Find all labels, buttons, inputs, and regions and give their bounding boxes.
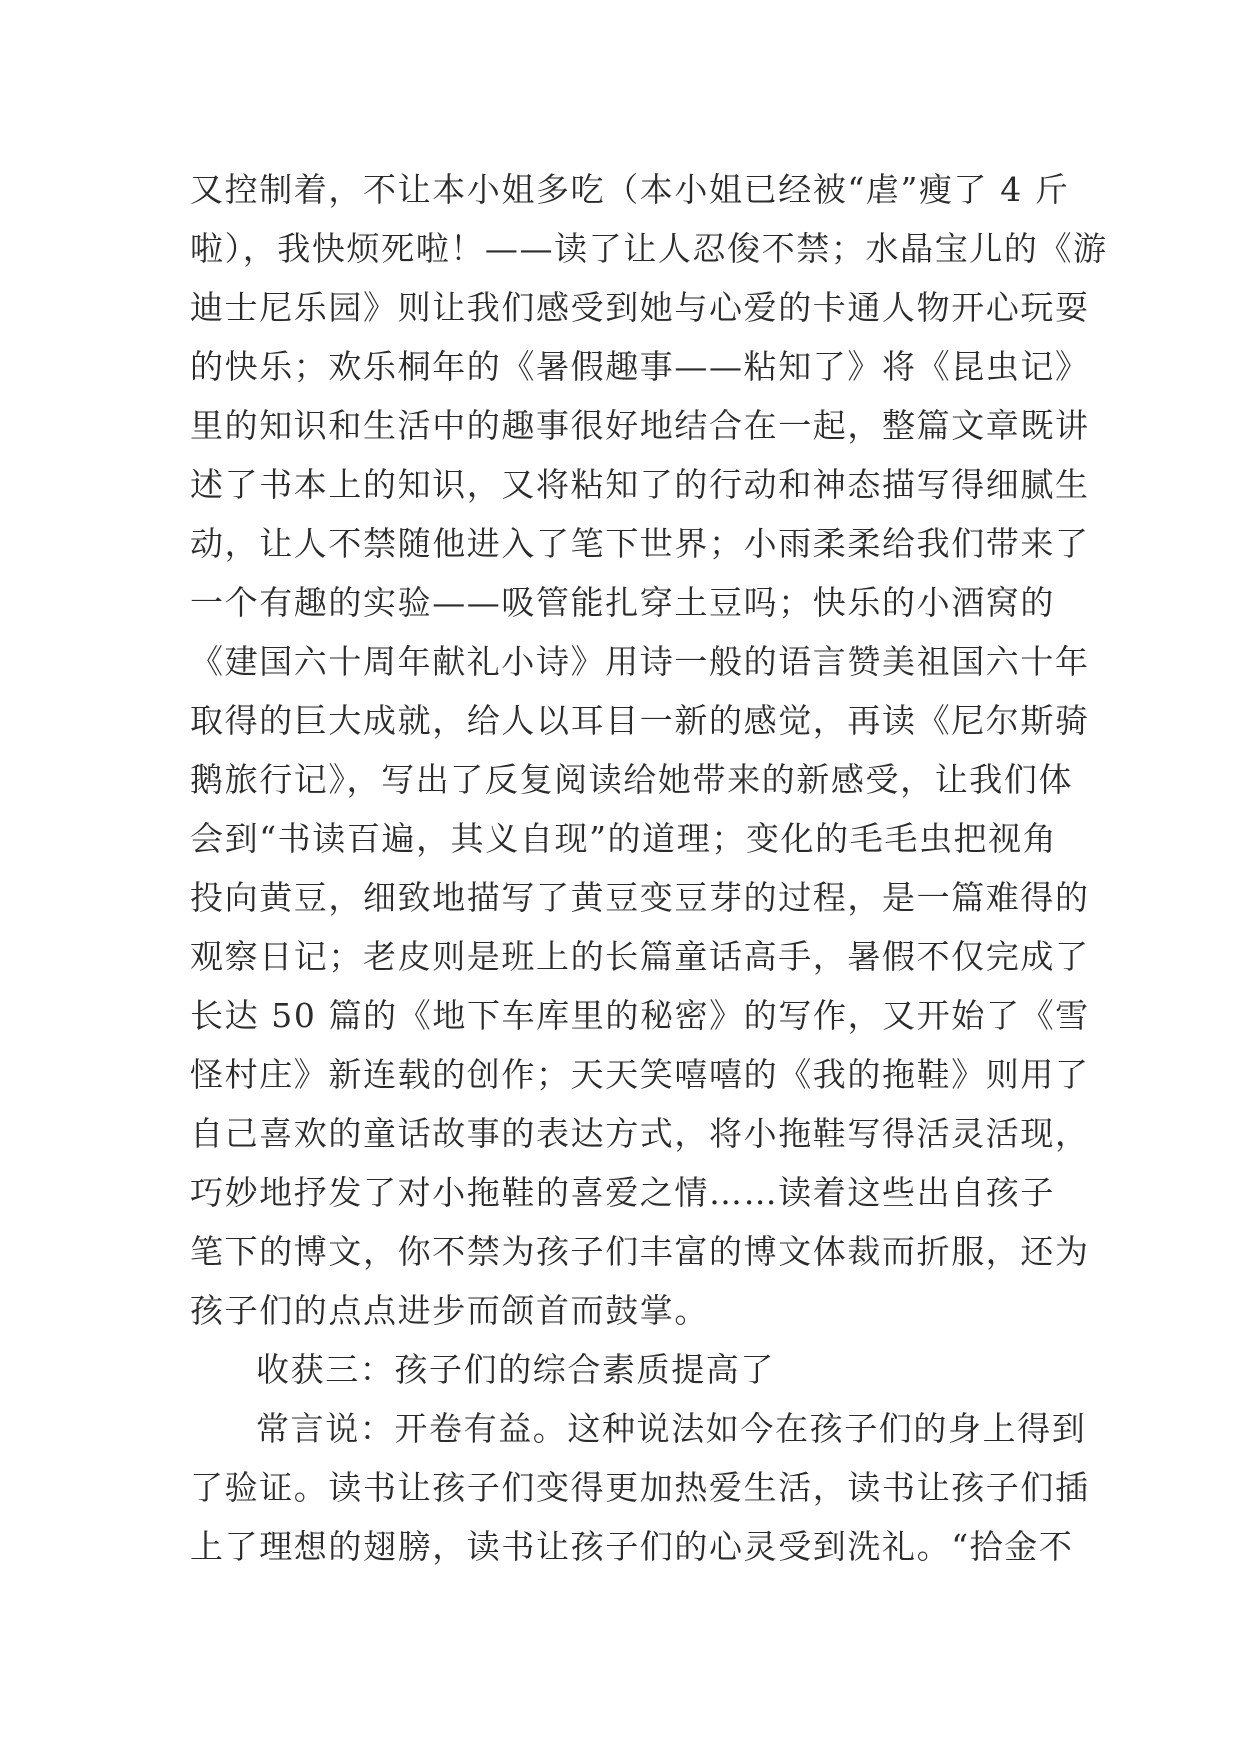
text-line: 一个有趣的实验——吸管能扎穿土豆吗；快乐的小酒窝的 bbox=[190, 583, 1055, 622]
text-line: 动，让人不禁随他进入了笔下世界；小雨柔柔给我们带来了 bbox=[190, 524, 1090, 563]
text-line: 啦），我快烦死啦！——读了让人忍俊不禁；水晶宝儿的《游 bbox=[190, 229, 1108, 268]
text-line: 的快乐；欢乐桐年的《暑假趣事——粘知了》将《昆虫记》 bbox=[190, 347, 1090, 386]
text-line: 又控制着，不让本小姐多吃（本小姐已经被“虐”瘦了 4 斤 bbox=[190, 170, 1070, 209]
text-line: 里的知识和生活中的趣事很好地结合在一起，整篇文章既讲 bbox=[190, 406, 1090, 445]
text-line: 孩子们的点点进步而颌首而鼓掌。 bbox=[190, 1291, 709, 1330]
text-line: 迪士尼乐园》则让我们感受到她与心爱的卡通人物开心玩耍 bbox=[190, 288, 1090, 327]
paragraph-line: 上了理想的翅膀，读书让孩子们的心灵受到洗礼。“拾金不 bbox=[190, 1527, 1074, 1566]
text-line: 会到“书读百遍，其义自现”的道理；变化的毛毛虫把视角 bbox=[190, 819, 1058, 858]
text-line: 巧妙地抒发了对小拖鞋的喜爱之情……读着这些出自孩子 bbox=[190, 1173, 1055, 1212]
body-text bbox=[190, 160, 1108, 1576]
text-line: 鹅旅行记》，写出了反复阅读给她带来的新感受，让我们体 bbox=[190, 760, 1074, 799]
text-line: 取得的巨大成就，给人以耳目一新的感觉，再读《尼尔斯骑 bbox=[190, 701, 1090, 740]
text-line: 述了书本上的知识，又将粘知了的行动和神态描写得细腻生 bbox=[190, 465, 1090, 504]
text-line: 投向黄豆，细致地描写了黄豆变豆芽的过程，是一篇难得的 bbox=[190, 878, 1090, 917]
text-line: 笔下的博文，你不禁为孩子们丰富的博文体裁而折服，还为 bbox=[190, 1232, 1090, 1271]
text-line: 长达 50 篇的《地下车库里的秘密》的写作，又开始了《雪 bbox=[190, 996, 1090, 1035]
text-line: 《建国六十周年献礼小诗》用诗一般的语言赞美祖国六十年 bbox=[190, 642, 1090, 681]
section-heading: 收获三：孩子们的综合素质提高了 bbox=[256, 1350, 775, 1389]
text-line: 自己喜欢的童话故事的表达方式，将小拖鞋写得活灵活现， bbox=[190, 1114, 1090, 1153]
text-line: 观察日记；老皮则是班上的长篇童话高手，暑假不仅完成了 bbox=[190, 937, 1090, 976]
paragraph-line: 了验证。读书让孩子们变得更加热爱生活，读书让孩子们插 bbox=[190, 1468, 1090, 1507]
text-line: 怪村庄》新连载的创作；天天笑嘻嘻的《我的拖鞋》则用了 bbox=[190, 1055, 1090, 1094]
paragraph-line: 常言说：开卷有益。这种说法如今在孩子们的身上得到 bbox=[256, 1409, 1087, 1448]
